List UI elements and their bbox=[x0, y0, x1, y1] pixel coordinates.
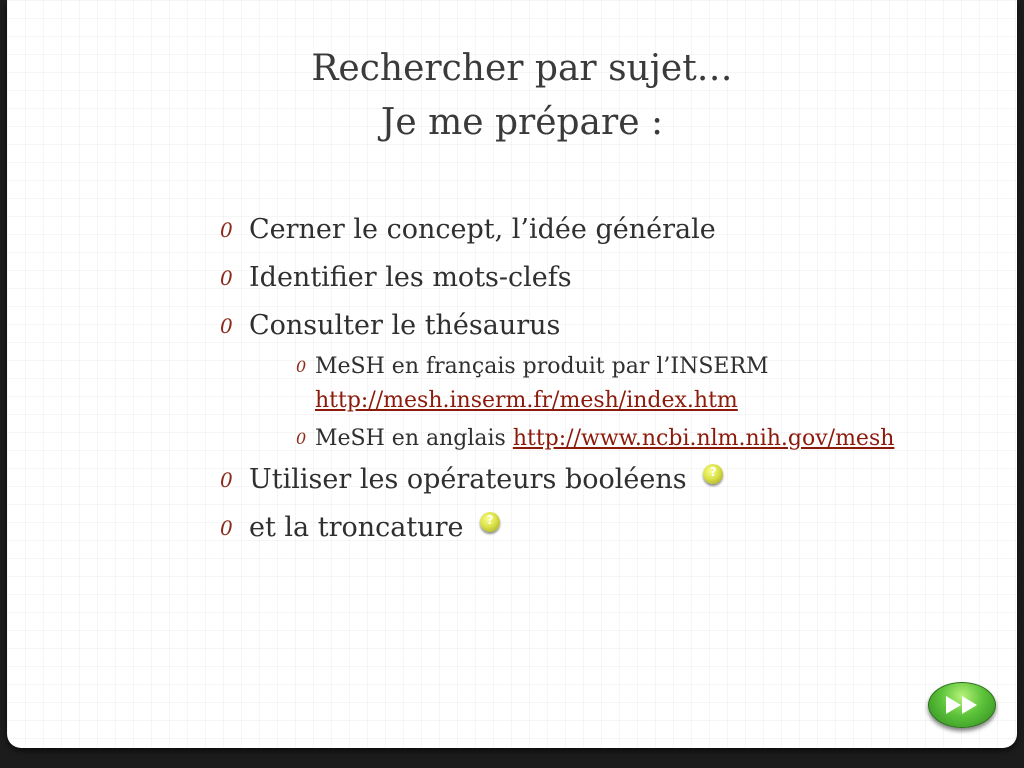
sub-item-mesh-fr bbox=[214, 350, 894, 418]
next-slide-button[interactable] bbox=[928, 682, 996, 728]
double-forward-arrow-icon bbox=[942, 693, 982, 717]
bullet-list bbox=[214, 206, 894, 552]
list-item-operateurs bbox=[214, 456, 894, 504]
sub-item-text: MeSH en français produit par l’INSERM bbox=[315, 354, 769, 379]
bullet-marker: 0 bbox=[220, 314, 233, 338]
help-icon[interactable]: ? bbox=[703, 464, 723, 484]
bullet-marker: 0 bbox=[220, 218, 233, 242]
bullet-marker: 0 bbox=[296, 357, 307, 376]
list-item-text: et la troncature bbox=[249, 512, 464, 543]
sub-item-text: MeSH en anglais bbox=[315, 426, 506, 451]
list-item-text: Cerner le concept, l’idée générale bbox=[249, 214, 716, 245]
list-item-identifier bbox=[214, 254, 894, 302]
list-item-troncature bbox=[214, 504, 894, 552]
list-item-consulter bbox=[214, 302, 894, 350]
title-line-2: Je me prépare : bbox=[380, 102, 664, 143]
list-item-text: Utiliser les opérateurs booléens bbox=[249, 464, 687, 495]
sub-item-mesh-en bbox=[214, 422, 894, 456]
slide-title bbox=[7, 42, 1017, 150]
bullet-marker: 0 bbox=[220, 266, 233, 290]
mesh-en-link[interactable]: http://www.ncbi.nlm.nih.gov/mesh bbox=[512, 426, 895, 451]
list-item-text: Consulter le thésaurus bbox=[249, 310, 561, 341]
help-icon[interactable]: ? bbox=[480, 512, 500, 532]
title-line-1: Rechercher par sujet… bbox=[311, 48, 733, 89]
list-item-cerner bbox=[214, 206, 894, 254]
list-item-text: Identifier les mots-clefs bbox=[249, 262, 572, 293]
bullet-marker: 0 bbox=[296, 429, 307, 448]
bullet-marker: 0 bbox=[220, 468, 233, 492]
mesh-fr-link[interactable]: http://mesh.inserm.fr/mesh/index.htm bbox=[315, 388, 738, 413]
slide bbox=[7, 0, 1017, 748]
bullet-marker: 0 bbox=[220, 516, 233, 540]
